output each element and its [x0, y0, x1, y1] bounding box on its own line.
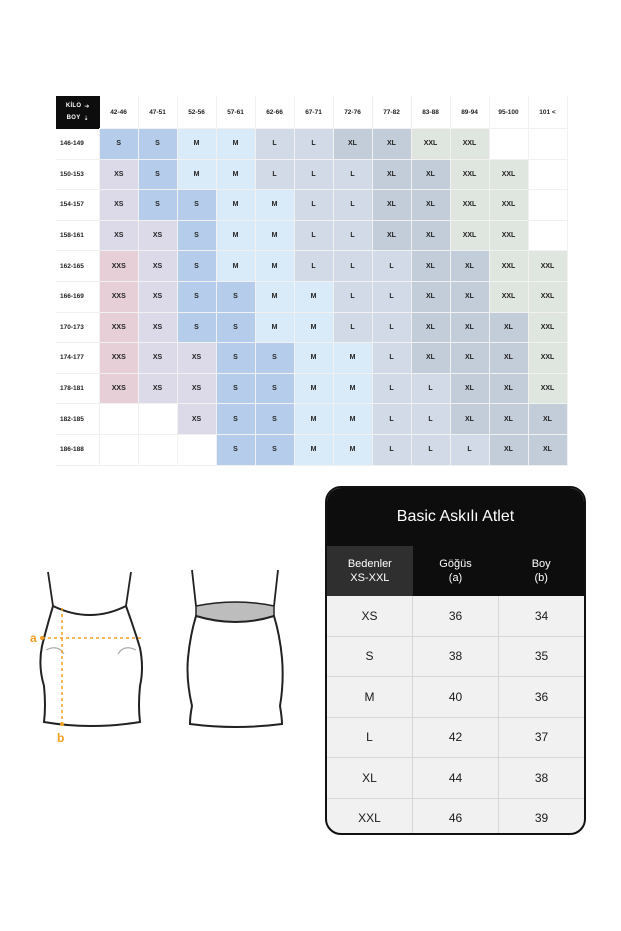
size-cell: XL [489, 343, 528, 374]
measure-a-label: a [30, 631, 37, 645]
size-cell: XL [489, 404, 528, 435]
length-cell: 38 [534, 770, 549, 785]
size-cell: L [333, 159, 372, 190]
header-size-line1: Bedenler [347, 558, 392, 570]
size-cell: XXL [489, 220, 528, 251]
measurement-row [327, 596, 584, 637]
size-cell: L [333, 281, 372, 312]
size-cell: XL [372, 129, 411, 160]
size-cell: XXL [411, 129, 450, 160]
size-cell: M [294, 312, 333, 343]
size-cell: XL [489, 434, 528, 465]
size-cell: M [294, 281, 333, 312]
size-cell: M [255, 220, 294, 251]
chest-column-header [413, 546, 499, 596]
size-cell: L [411, 404, 450, 435]
height-row [56, 220, 567, 251]
height-header-cell: 186-188 [56, 434, 100, 465]
card-title: Basic Askılı Atlet [396, 508, 515, 525]
size-cell: XXL [489, 251, 528, 282]
chest-cell: 36 [413, 596, 499, 636]
size-cell [138, 404, 177, 435]
size-cell: XS [138, 281, 177, 312]
measurement-row [327, 758, 584, 799]
measurement-rows [327, 596, 584, 835]
length-cell: 35 [534, 649, 549, 664]
weight-header-cell: 62-66 [255, 96, 294, 129]
size-cell: XL [411, 190, 450, 221]
weight-header-cell: 72-76 [333, 96, 372, 129]
height-header-cell: 166-169 [56, 281, 100, 312]
size-cell: S [327, 637, 413, 677]
size-cell: XS [177, 404, 216, 435]
size-cell: L [294, 129, 333, 160]
size-cell: XL [372, 159, 411, 190]
size-cell: XXL [528, 251, 567, 282]
size-cell: L [372, 434, 411, 465]
height-header-cell: 162-165 [56, 251, 100, 282]
weight-header-cell: 47-51 [138, 96, 177, 129]
size-cell: XXS [100, 281, 139, 312]
weight-header-cell: 101 < [528, 96, 567, 129]
size-cell: S [216, 281, 255, 312]
size-cell: L [294, 190, 333, 221]
size-cell: XL [528, 404, 567, 435]
size-cell [489, 129, 528, 160]
size-cell: XL [450, 312, 489, 343]
size-cell: XXL [450, 159, 489, 190]
size-cell: M [255, 190, 294, 221]
tank-top-front-sketch [28, 566, 160, 746]
size-cell: L [372, 404, 411, 435]
size-cell: M [294, 404, 333, 435]
size-cell: S [255, 434, 294, 465]
size-cell [528, 220, 567, 251]
size-cell: XS [138, 373, 177, 404]
height-header-cell: 178-181 [56, 373, 100, 404]
weight-header-cell: 52-56 [177, 96, 216, 129]
size-cell: XXL [327, 799, 413, 836]
size-cell: XL [450, 404, 489, 435]
size-cell: L [450, 434, 489, 465]
height-row [56, 373, 567, 404]
size-cell: S [138, 190, 177, 221]
size-cell: L [255, 159, 294, 190]
header-chest-line2: (a) [448, 572, 463, 584]
height-axis-label: BOY [66, 115, 81, 122]
size-cell: XXL [528, 312, 567, 343]
size-cell: S [255, 373, 294, 404]
size-cell: S [255, 343, 294, 374]
size-cell: M [255, 251, 294, 282]
header-chest-line1: Göğüs [439, 558, 472, 570]
size-cell: XS [138, 251, 177, 282]
weight-axis-label: KİLO [65, 103, 82, 110]
weight-header-cell: 42-46 [100, 96, 139, 129]
length-cell: 34 [534, 608, 549, 623]
size-cell: M [327, 677, 413, 717]
size-cell: XS [327, 596, 413, 636]
size-cell: L [327, 718, 413, 758]
size-cell [100, 434, 139, 465]
length-cell: 39 [534, 811, 549, 826]
weight-header-cell: 77-82 [372, 96, 411, 129]
size-cell: S [138, 129, 177, 160]
size-cell: S [216, 404, 255, 435]
size-cell: L [372, 281, 411, 312]
grid-corner-legend [56, 96, 100, 129]
size-chart-grid [56, 96, 568, 466]
header-length-line1: Boy [531, 558, 551, 570]
size-cell: S [255, 404, 294, 435]
length-cell: 36 [534, 689, 549, 704]
size-cell: XL [489, 312, 528, 343]
size-cell: S [138, 159, 177, 190]
size-cell: XL [411, 312, 450, 343]
height-row [56, 159, 567, 190]
weight-header-cell: 67-71 [294, 96, 333, 129]
size-cell: M [333, 373, 372, 404]
size-cell: XS [138, 343, 177, 374]
size-cell [528, 159, 567, 190]
size-cell [528, 129, 567, 160]
height-header-cell: 154-157 [56, 190, 100, 221]
size-cell: XL [450, 281, 489, 312]
size-cell: XXS [100, 312, 139, 343]
size-cell: L [333, 220, 372, 251]
size-cell: M [216, 220, 255, 251]
height-row [56, 312, 567, 343]
size-cell: M [333, 343, 372, 374]
arrow-down-icon: ⇣ [83, 115, 89, 122]
size-cell: S [177, 190, 216, 221]
size-cell: M [294, 373, 333, 404]
chest-cell: 38 [413, 637, 499, 677]
size-cell: XL [372, 190, 411, 221]
size-cell: XS [100, 159, 139, 190]
arrow-right-icon: ➔ [84, 103, 90, 110]
size-cell: M [216, 190, 255, 221]
size-cell: S [177, 281, 216, 312]
height-header-cell: 150-153 [56, 159, 100, 190]
height-row [56, 281, 567, 312]
height-header-cell: 158-161 [56, 220, 100, 251]
size-cell: L [333, 251, 372, 282]
size-cell [138, 434, 177, 465]
size-cell: XXS [100, 373, 139, 404]
height-header-cell: 170-173 [56, 312, 100, 343]
size-cell: XXL [528, 281, 567, 312]
size-cell: L [372, 251, 411, 282]
size-cell: M [177, 159, 216, 190]
size-cell: M [216, 129, 255, 160]
size-cell: XL [411, 159, 450, 190]
size-cell: XXL [450, 220, 489, 251]
size-cell: L [294, 251, 333, 282]
size-cell: L [411, 434, 450, 465]
size-cell: L [333, 190, 372, 221]
size-cell: XL [450, 373, 489, 404]
height-header-cell: 146-149 [56, 129, 100, 160]
size-cell: XS [138, 220, 177, 251]
size-cell: S [177, 251, 216, 282]
size-cell: M [255, 281, 294, 312]
size-cell: M [333, 404, 372, 435]
size-cell: XXL [450, 129, 489, 160]
height-row [56, 129, 567, 160]
size-cell: XXL [450, 190, 489, 221]
size-cell: XL [333, 129, 372, 160]
size-cell: M [177, 129, 216, 160]
size-cell [100, 404, 139, 435]
measurement-row [327, 637, 584, 678]
size-cell: S [216, 434, 255, 465]
size-cell: XL [411, 251, 450, 282]
size-cell [528, 190, 567, 221]
size-cell: L [255, 129, 294, 160]
size-cell: L [333, 312, 372, 343]
chest-cell: 40 [413, 677, 499, 717]
height-row [56, 251, 567, 282]
size-cell: M [333, 434, 372, 465]
size-cell: M [216, 159, 255, 190]
weight-header-cell: 83-88 [411, 96, 450, 129]
size-cell: L [372, 312, 411, 343]
size-cell: XL [411, 220, 450, 251]
size-cell [177, 434, 216, 465]
measurement-row [327, 799, 584, 836]
size-cell: S [216, 373, 255, 404]
card-header-row [327, 546, 584, 596]
size-cell: XXL [528, 343, 567, 374]
size-cell: XL [450, 343, 489, 374]
height-row [56, 343, 567, 374]
size-cell: XXL [489, 281, 528, 312]
size-grid-body [56, 129, 567, 466]
height-row [56, 190, 567, 221]
size-cell: S [216, 343, 255, 374]
chest-cell: 42 [413, 718, 499, 758]
size-cell: S [100, 129, 139, 160]
size-cell: XS [100, 190, 139, 221]
size-cell: XXL [489, 190, 528, 221]
size-cell: XL [327, 758, 413, 798]
header-size-line2: XS-XXL [350, 572, 390, 584]
size-cell: M [294, 343, 333, 374]
weight-header-cell: 89-94 [450, 96, 489, 129]
size-cell: M [294, 434, 333, 465]
length-column-header [498, 546, 584, 596]
size-cell: XS [177, 373, 216, 404]
size-cell: XL [489, 373, 528, 404]
size-cell: L [372, 343, 411, 374]
size-cell: S [216, 312, 255, 343]
size-cell: L [411, 373, 450, 404]
size-cell: XXL [528, 373, 567, 404]
size-cell: XS [177, 343, 216, 374]
size-cell: XL [450, 251, 489, 282]
size-cell: XXS [100, 343, 139, 374]
tank-top-back-sketch [176, 566, 300, 732]
size-column-header [327, 546, 413, 596]
height-header-cell: 182-185 [56, 404, 100, 435]
size-cell: L [294, 220, 333, 251]
size-cell: L [294, 159, 333, 190]
height-row [56, 404, 567, 435]
height-row [56, 434, 567, 465]
weight-header-cell: 57-61 [216, 96, 255, 129]
size-cell: S [177, 220, 216, 251]
size-cell: XL [411, 281, 450, 312]
measure-b-label: b [57, 731, 65, 745]
size-cell: XL [411, 343, 450, 374]
size-cell: XL [528, 434, 567, 465]
card-title-bar [327, 488, 584, 546]
size-cell: S [177, 312, 216, 343]
length-cell: 37 [534, 730, 549, 745]
size-cell: L [372, 373, 411, 404]
size-cell: XS [138, 312, 177, 343]
size-cell: XXL [489, 159, 528, 190]
measurement-card [325, 486, 586, 835]
header-length-line2: (b) [534, 572, 548, 584]
size-cell: XXS [100, 251, 139, 282]
measurement-row [327, 718, 584, 759]
size-cell: XL [372, 220, 411, 251]
size-cell: M [255, 312, 294, 343]
weight-header-row [56, 96, 567, 129]
chest-cell: 46 [413, 799, 499, 836]
size-cell: M [216, 251, 255, 282]
weight-header-cell: 95-100 [489, 96, 528, 129]
size-cell: XS [100, 220, 139, 251]
measurement-row [327, 677, 584, 718]
chest-cell: 44 [413, 758, 499, 798]
height-header-cell: 174-177 [56, 343, 100, 374]
